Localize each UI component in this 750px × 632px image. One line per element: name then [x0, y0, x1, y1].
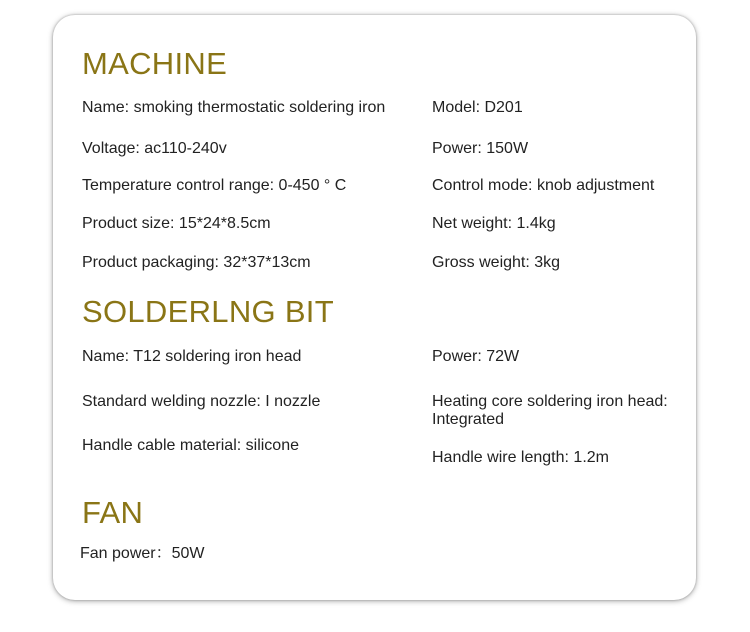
machine-heading: MACHINE: [82, 46, 228, 81]
machine-net-weight: Net weight: 1.4kg: [432, 215, 556, 232]
soldering-bit-power: Power: 72W: [432, 348, 520, 365]
fan-power: Fan power：50W: [80, 545, 205, 562]
machine-power: Power: 150W: [432, 140, 529, 157]
soldering-bit-cable-material: Handle cable material: silicone: [82, 437, 299, 454]
machine-product-packaging: Product packaging: 32*37*13cm: [82, 254, 311, 271]
soldering-bit-wire-length: Handle wire length: 1.2m: [432, 449, 609, 466]
soldering-bit-nozzle: Standard welding nozzle: I nozzle: [82, 393, 321, 410]
spec-card: [53, 15, 696, 600]
machine-temperature-range: Temperature control range: 0-450 ° C: [82, 177, 347, 194]
machine-product-size: Product size: 15*24*8.5cm: [82, 215, 271, 232]
machine-model: Model: D201: [432, 99, 523, 116]
machine-name: Name: smoking thermostatic soldering iron: [82, 99, 386, 116]
soldering-bit-heating-core: Heating core soldering iron head: Integrated: [432, 393, 668, 428]
machine-control-mode: Control mode: knob adjustment: [432, 177, 655, 194]
machine-gross-weight: Gross weight: 3kg: [432, 254, 561, 271]
soldering-bit-name: Name: T12 soldering iron head: [82, 348, 302, 365]
soldering-bit-heading: SOLDERLNG BIT: [82, 294, 334, 329]
machine-voltage: Voltage: ac110-240v: [82, 140, 227, 157]
fan-heading: FAN: [82, 495, 144, 530]
